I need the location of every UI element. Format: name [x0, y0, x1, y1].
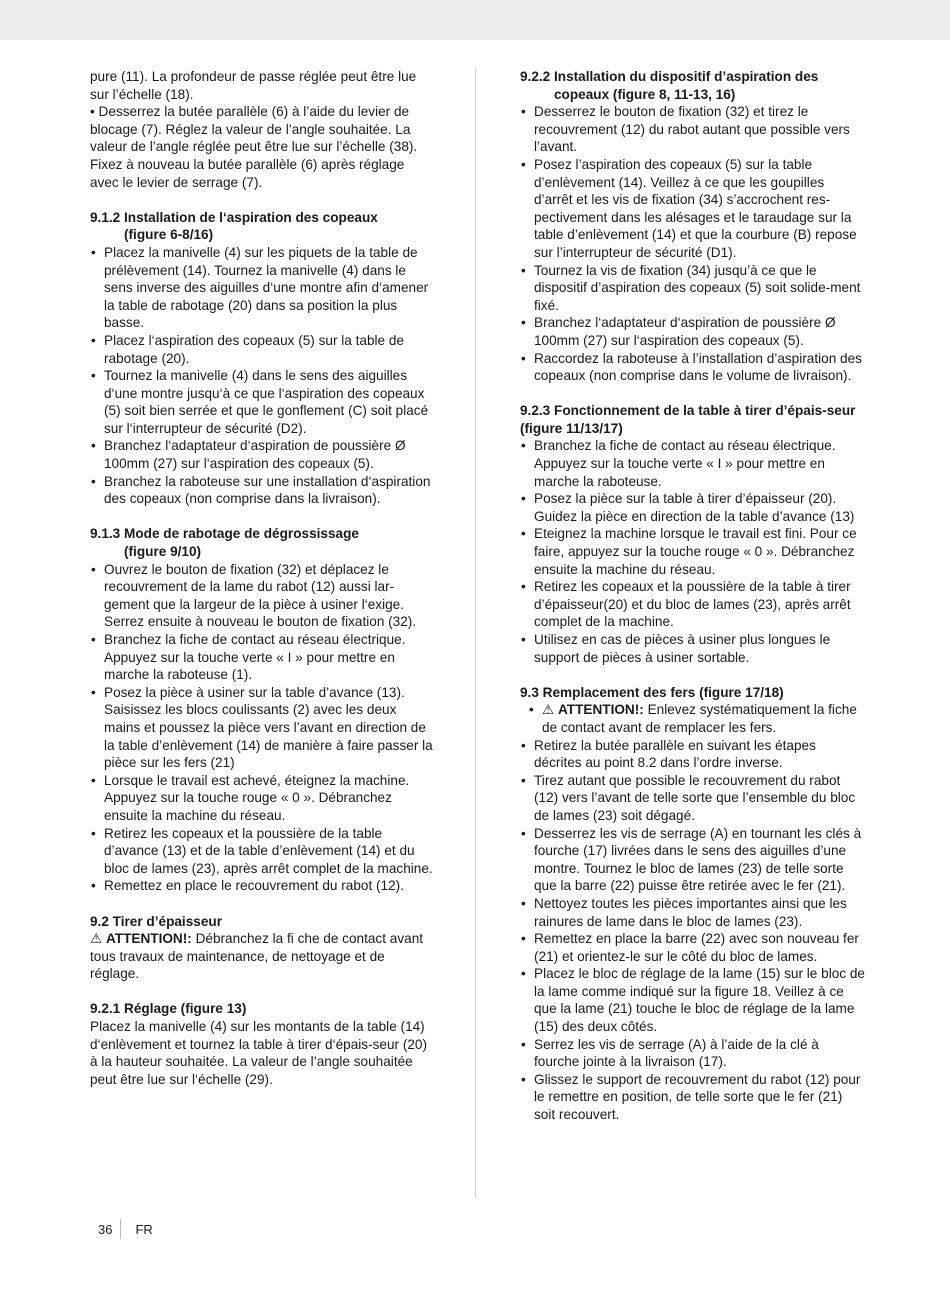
- bullet-list-9-2-2: [520, 103, 865, 385]
- warning-list-item: [520, 701, 865, 736]
- list-item: • Ouvrez le bouton de fixation (32) et déplacez le recouvrement de la lame du rabot (12) aussi lar-gement que la largeur de la pièce à usiner l‘exige. Serrez ensuite à nouveau le bouton de fixation (32).: [90, 561, 435, 631]
- section-heading-9-1-2: 9.1.2 Installation de l‘aspiration des copeaux (figure 6-8/16): [90, 209, 378, 243]
- list-item: • Glissez le support de recouvrement du rabot (12) pour le remettre en position, de telle sorte que le fer (21) soit recouvert.: [520, 1071, 865, 1124]
- warning-label: ATTENTION!:: [557, 702, 644, 718]
- warning-paragraph: [90, 930, 435, 983]
- list-item: • Posez l’aspiration des copeaux (5) sur la table d’enlèvement (14). Veillez à ce que les goupilles d’arrêt et les vis de fixation (34) s’accrochent res-pectivement dans les alésages et le taraudage sur la table d’enlèvement (14) et que la courbure (B) repose sur l’interrupteur de sécurité (D1).: [520, 156, 865, 262]
- section-heading-9-1-3: 9.1.3 Mode de rabotage de dégrossissage (figure 9/10): [90, 526, 359, 560]
- list-item: • Utilisez en cas de pièces à usiner plus longues le support de pièces à usiner sortable.: [520, 631, 865, 666]
- paragraph: Placez la manivelle (4) sur les montants de la table (14) d‘enlèvement et tournez la table à tirer d‘épais-seur (20) à la hauteur souhaitée. La valeur de l’angle souhaitée peut être lue sur l‘échelle (29).: [90, 1019, 428, 1087]
- list-item: • Retirez les copeaux et la poussière de la table à tirer d’épaisseur(20) et du bloc de lames (23), après arrêt complet de la machine.: [520, 578, 865, 631]
- page-footer: [98, 1219, 153, 1239]
- list-item: • Desserrez le bouton de fixation (32) et tirez le recouvrement (12) du rabot autant que possible vers l’avant.: [520, 103, 865, 156]
- warning-label: ATTENTION!:: [105, 931, 192, 947]
- left-column: [90, 68, 435, 1088]
- list-item: • Posez la pièce sur la table à tirer d’épaisseur (20). Guidez la pièce en direction de la table d’avance (13): [520, 490, 865, 525]
- footer-separator: [120, 1219, 121, 1239]
- section-heading-9-2-3: 9.2.3 Fonctionnement de la table à tirer d’épais-seur (figure 11/13/17): [520, 403, 856, 436]
- section-heading-9-2-1: 9.2.1 Réglage (figure 13): [90, 1001, 247, 1017]
- section-heading-9-3: 9.3 Remplacement des fers (figure 17/18): [520, 684, 784, 700]
- list-item: • Raccordez la raboteuse à l’installation d’aspiration des copeaux (non comprise dans le volume de livraison).: [520, 350, 865, 385]
- list-item: • Branchez l‘adaptateur d‘aspiration de poussière Ø 100mm (27) sur l‘aspiration des copeaux (5).: [520, 314, 865, 349]
- list-item: • Remettez en place la barre (22) avec son nouveau fer (21) et orientez-le sur le côté du bloc de lames.: [520, 930, 865, 965]
- warning-icon: ⚠: [90, 931, 103, 947]
- list-item: • Branchez la fiche de contact au réseau électrique. Appuyez sur la touche verte « I » pour mettre en marche la raboteuse.: [520, 437, 865, 490]
- list-item: • Retirez la butée parallèle en suivant les étapes décrites au point 8.2 dans l’ordre inverse.: [520, 737, 865, 772]
- warning-text: Débranchez la fi che de contact avant tous travaux de maintenance, de nettoyage et de réglage.: [90, 931, 424, 982]
- warning-icon: ⚠: [542, 702, 555, 718]
- paragraph: • Desserrez la butée parallèle (6) à l’aide du levier de blocage (7). Réglez la valeur de l’angle souhaitée. La valeur de l’angle réglée peut être lue sur l’échelle (38). Fixez à nouveau la butée parallèle (6) après réglage avec le levier de serrage (7).: [90, 104, 418, 190]
- list-item: • Placez le bloc de réglage de la lame (15) sur le bloc de la lame comme indiqué sur la figure 18. Veillez à ce que la lame (21) touche le bloc de réglage de la lame (15) des deux côtés.: [520, 965, 865, 1035]
- list-item: • Nettoyez toutes les pièces importantes ainsi que les rainures de lame dans le bloc de lames (23).: [520, 895, 865, 930]
- bullet-list-9-1-3: [90, 561, 435, 895]
- list-item: • Desserrez les vis de serrage (A) en tournant les clés à fourche (17) livrées dans le sens des aiguilles d’une montre. Tournez le bloc de lames (23) de telle sorte que la barre (22) puisse être retirée avec le fer (21).: [520, 825, 865, 895]
- column-divider: [475, 68, 476, 1198]
- list-item: • Eteignez la machine lorsque le travail est fini. Pour ce faire, appuyez sur la touche rouge « 0 ». Débranchez ensuite la machine du réseau.: [520, 525, 865, 578]
- page-number: 36: [98, 1221, 113, 1237]
- section-heading-9-2-2: 9.2.2 Installation du dispositif d’aspiration des copeaux (figure 8, 11-13, 16): [520, 69, 819, 102]
- list-item: • Posez la pièce à usiner sur la table d’avance (13). Saisissez les blocs coulissants (2) avec les deux mains et poussez la pièce vers l’avant en direction de la table d’enlèvement (14) de manière à faire passer la pièce sur les fers (21): [90, 684, 435, 772]
- list-item: • Retirez les copeaux et la poussière de la table d’avance (13) et de la table d’enlèvement (14) et du bloc de lames (23), après arrêt complet de la machine.: [90, 825, 435, 878]
- bullet-list-9-2-3: [520, 437, 865, 666]
- list-item: • Remettez en place le recouvrement du rabot (12).: [90, 877, 435, 895]
- list-item: • Branchez la fiche de contact au réseau électrique. Appuyez sur la touche verte « I » pour mettre en marche la raboteuse (1).: [90, 631, 435, 684]
- list-item: • Tirez autant que possible le recouvrement du rabot (12) vers l’avant de telle sorte que l’ensemble du bloc de lames (23) soit dégagé.: [520, 772, 865, 825]
- bullet-list-9-1-2: [90, 244, 435, 508]
- list-item: • Tournez la vis de fixation (34) jusqu’à ce que le dispositif d’aspiration des copeaux (5) soit solide-ment fixé.: [520, 262, 865, 315]
- list-item: • Tournez la manivelle (4) dans le sens des aiguilles d‘une montre jusqu‘à ce que l‘aspiration des copeaux (5) soit bien serrée et que le gonflement (C) soit placé sur l‘interrupteur de sécurité (D2).: [90, 367, 435, 437]
- paragraph: pure (11). La profondeur de passe réglée peut être lue sur l’échelle (18).: [90, 69, 417, 102]
- list-item: • Placez l‘aspiration des copeaux (5) sur la table de rabotage (20).: [90, 332, 435, 367]
- list-item: • Lorsque le travail est achevé, éteignez la machine. Appuyez sur la touche rouge « 0 ». Débranchez ensuite la machine du réseau.: [90, 772, 435, 825]
- language-code: FR: [135, 1221, 153, 1237]
- bullet-list-9-3: [520, 701, 865, 1123]
- list-item: • Branchez la raboteuse sur une installation d‘aspiration des copeaux (non comprise dans la livraison).: [90, 473, 435, 508]
- warning-text: Enlevez systématiquement la fiche de contact avant de remplacer les fers.: [542, 702, 857, 735]
- right-column: [520, 68, 865, 1124]
- section-heading-9-2: 9.2 Tirer d’épaisseur: [90, 913, 222, 929]
- list-item: • Branchez l‘adaptateur d‘aspiration de poussière Ø 100mm (27) sur l‘aspiration des copeaux (5).: [90, 437, 435, 472]
- top-band: [0, 0, 950, 40]
- list-item: • Placez la manivelle (4) sur les piquets de la table de prélèvement (14). Tournez la manivelle (4) dans le sens inverse des aiguilles d‘une montre afin d‘amener la table de rabotage (20) dans sa position la plus basse.: [90, 244, 435, 332]
- list-item: • Serrez les vis de serrage (A) à l’aide de la clé à fourche jointe à la livraison (17).: [520, 1036, 865, 1071]
